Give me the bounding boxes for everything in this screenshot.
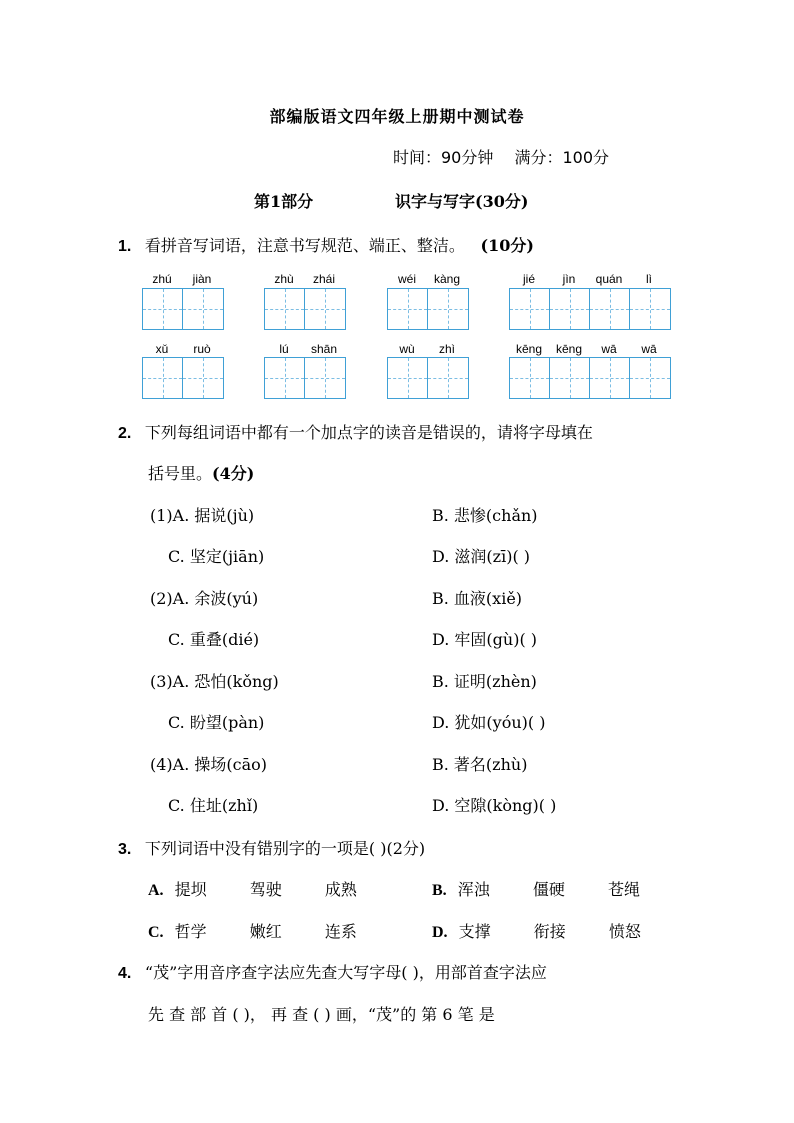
option-right: B. 血液(xiě) bbox=[432, 589, 523, 608]
question-score: (2分) bbox=[386, 839, 426, 858]
option-left: C. 重叠(dié) bbox=[168, 630, 260, 649]
choice-word: 浑浊 bbox=[457, 880, 490, 899]
pinyin-label: kēng bbox=[555, 342, 583, 356]
part-name: 识字与写字(30分) bbox=[395, 192, 529, 211]
option-left: (4)A. 操场(cāo) bbox=[150, 755, 268, 774]
pinyin-label: zhú bbox=[152, 272, 172, 286]
writing-grid[interactable] bbox=[509, 288, 671, 330]
choice-word: 哲学 bbox=[174, 922, 207, 941]
pinyin-label: jìn bbox=[562, 272, 576, 286]
option-right: B. 著名(zhù) bbox=[432, 755, 528, 774]
choice-word: 成熟 bbox=[324, 880, 357, 899]
question-text[interactable]: 下列词语中没有错别字的一项是( ) bbox=[144, 839, 387, 858]
option-left: C. 坚定(jiān) bbox=[168, 547, 265, 566]
pinyin-label: quán bbox=[595, 272, 623, 286]
grid-cell[interactable] bbox=[143, 358, 183, 398]
question-number: 3. bbox=[118, 841, 132, 858]
question-3 bbox=[118, 836, 425, 859]
choice-word: 提坝 bbox=[174, 880, 207, 899]
pinyin-label: jié bbox=[522, 272, 535, 286]
question-number: 2. bbox=[118, 425, 132, 442]
choice-word: 驾驶 bbox=[249, 880, 282, 899]
choice-a bbox=[148, 877, 357, 900]
question-2-cont bbox=[148, 461, 254, 484]
choice-b bbox=[432, 877, 640, 900]
writing-grid[interactable] bbox=[142, 357, 224, 399]
choice-label: B. bbox=[432, 882, 447, 899]
grid-cell[interactable] bbox=[590, 358, 630, 398]
writing-grid[interactable] bbox=[387, 357, 469, 399]
grid-cell[interactable] bbox=[550, 358, 590, 398]
writing-grid[interactable] bbox=[509, 357, 671, 399]
option-right: B. 证明(zhèn) bbox=[432, 672, 537, 691]
writing-grid[interactable] bbox=[142, 288, 224, 330]
grid-cell[interactable] bbox=[590, 289, 630, 329]
pinyin-label: wā bbox=[641, 342, 657, 356]
grid-cell[interactable] bbox=[183, 358, 223, 398]
exam-time: 时间：90分钟 bbox=[393, 148, 494, 167]
exam-score: 满分：100分 bbox=[514, 148, 610, 167]
choice-word: 衔接 bbox=[533, 922, 566, 941]
choice-word: 苍绳 bbox=[607, 880, 640, 899]
pinyin-label: kàng bbox=[433, 272, 461, 286]
option-right[interactable]: D. 滋润(zī)( ) bbox=[432, 547, 531, 566]
writing-grid[interactable] bbox=[264, 357, 346, 399]
choice-label: D. bbox=[432, 924, 448, 941]
option-left: (3)A. 恐怕(kǒng) bbox=[150, 672, 279, 691]
choice-word: 连系 bbox=[324, 922, 357, 941]
pinyin-label: lì bbox=[646, 272, 652, 286]
exam-meta bbox=[393, 145, 625, 168]
question-2 bbox=[118, 420, 593, 443]
grid-cell[interactable] bbox=[428, 358, 468, 398]
option-left: C. 盼望(pàn) bbox=[168, 713, 265, 732]
option-right[interactable]: D. 空隙(kòng)( ) bbox=[432, 796, 557, 815]
grid-cell[interactable] bbox=[388, 289, 428, 329]
question-number: 1. bbox=[118, 238, 132, 255]
grid-cell[interactable] bbox=[388, 358, 428, 398]
grid-cell[interactable] bbox=[143, 289, 183, 329]
question-text[interactable]: “茂”字用音序查字法应先查大写字母( )，用部首查字法应 bbox=[144, 963, 547, 982]
grid-cell[interactable] bbox=[305, 289, 345, 329]
pinyin-label: shān bbox=[310, 342, 338, 356]
choice-label: C. bbox=[148, 924, 164, 941]
question-text: 看拼音写词语，注意书写规范、端正、整洁。 bbox=[144, 236, 465, 255]
pinyin-label: ruò bbox=[193, 342, 211, 356]
question-number: 4. bbox=[118, 965, 132, 982]
pinyin-label: zhì bbox=[438, 342, 455, 356]
grid-cell[interactable] bbox=[510, 358, 550, 398]
question-score: (4分) bbox=[212, 464, 255, 483]
pinyin-label: zhù bbox=[274, 272, 294, 286]
grid-cell[interactable] bbox=[305, 358, 345, 398]
pinyin-label: zhái bbox=[312, 272, 335, 286]
question-score: (10分) bbox=[480, 236, 534, 255]
choice-label: A. bbox=[148, 882, 164, 899]
pinyin-label: wā bbox=[601, 342, 617, 356]
grid-cell[interactable] bbox=[428, 289, 468, 329]
choice-word: 支撑 bbox=[458, 922, 491, 941]
option-right[interactable]: D. 犹如(yóu)( ) bbox=[432, 713, 546, 732]
grid-cell[interactable] bbox=[183, 289, 223, 329]
grid-cell[interactable] bbox=[265, 289, 305, 329]
option-left: C. 住址(zhǐ) bbox=[168, 796, 259, 815]
choice-word: 僵硬 bbox=[532, 880, 565, 899]
question-4-cont[interactable]: 先 查 部 首 ( )， 再 查 ( ) 画，“茂”的 第 6 笔 是 bbox=[148, 1005, 495, 1024]
grid-cell[interactable] bbox=[630, 358, 670, 398]
writing-grid[interactable] bbox=[264, 288, 346, 330]
choice-c bbox=[148, 919, 357, 942]
grid-cell[interactable] bbox=[265, 358, 305, 398]
grid-cell[interactable] bbox=[630, 289, 670, 329]
pinyin-label: kēng bbox=[515, 342, 543, 356]
option-left: (2)A. 余波(yú) bbox=[150, 589, 259, 608]
pinyin-label: jiàn bbox=[192, 272, 212, 286]
grid-cell[interactable] bbox=[550, 289, 590, 329]
question-text: 下列每组词语中都有一个加点字的读音是错误的，请将字母填在 bbox=[144, 423, 593, 442]
choice-d bbox=[432, 919, 641, 942]
grid-cell[interactable] bbox=[510, 289, 550, 329]
part-label: 第1部分 bbox=[254, 192, 314, 211]
pinyin-label: wù bbox=[399, 342, 415, 356]
pinyin-label: wéi bbox=[397, 272, 416, 286]
question-4 bbox=[118, 960, 547, 983]
question-text-cont: 括号里。 bbox=[148, 464, 213, 483]
choice-word: 愤怒 bbox=[608, 922, 641, 941]
writing-grid[interactable] bbox=[387, 288, 469, 330]
page-title: 部编版语文四年级上册期中测试卷 bbox=[269, 107, 525, 126]
option-right: B. 悲惨(chǎn) bbox=[432, 506, 538, 525]
question-1 bbox=[118, 233, 534, 256]
choice-word: 嫩红 bbox=[249, 922, 282, 941]
pinyin-label: xǔ bbox=[155, 342, 169, 356]
pinyin-label: lú bbox=[279, 342, 289, 356]
option-left: (1)A. 据说(jù) bbox=[150, 506, 255, 525]
option-right[interactable]: D. 牢固(gù)( ) bbox=[432, 630, 538, 649]
